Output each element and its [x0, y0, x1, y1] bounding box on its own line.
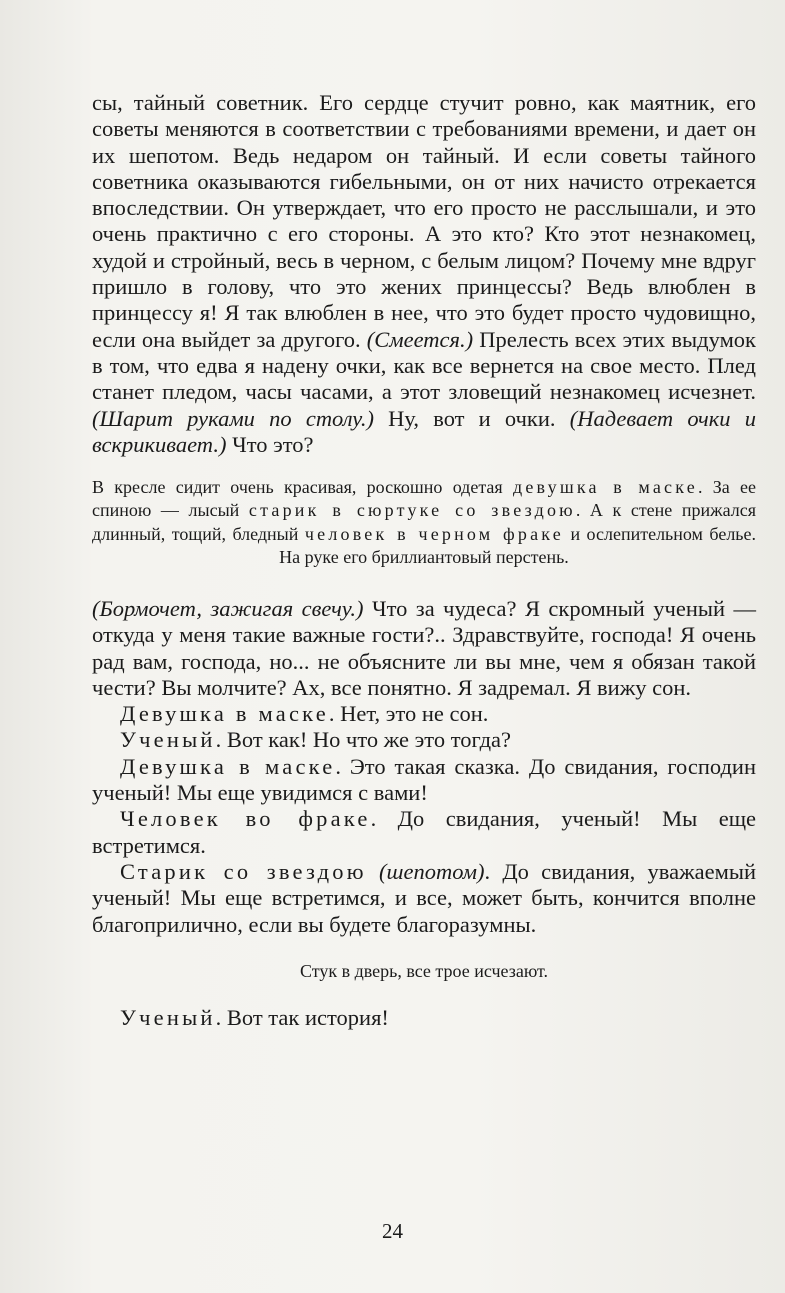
dialogue-text: . До свидания, уважаемый ученый! Мы еще встретимся, и все, может быть, кончится вполне благоприлично, если вы будете благоразумны. — [92, 858, 757, 937]
stage-remark: (Надевает очки и вскрикивает.) — [92, 405, 756, 457]
dialogue-text: . Это такая сказка. До свидания, господин ученый! Мы еще увидимся с вами! — [92, 753, 757, 806]
stage-remark: (Шарит руками по столу.) — [92, 405, 374, 431]
dialogue-line — [92, 754, 756, 807]
character-name: девушка в маске — [512, 477, 698, 498]
text-run: Ну, вот и очки. — [388, 405, 556, 431]
dialogue-line — [92, 806, 756, 859]
stage-direction: Стук в дверь, все трое исчезают. — [299, 960, 549, 981]
text-run: Прелесть всех этих выдумок в том, что едва я надену очки, как все вернется на свое место. Плед станет пледом, часы часами, а этот зловещий незнакомец исчезнет. — [92, 326, 756, 405]
stage-remark: (шепотом) — [379, 858, 485, 884]
stage-remark: (Смеется.) — [366, 326, 474, 352]
dialogue-text: . Вот как! Но что же это тогда? — [215, 727, 512, 753]
stage-direction — [92, 476, 756, 569]
text-run: Что это? — [232, 431, 314, 457]
page-text — [92, 90, 756, 1031]
speaker-name: Человек во фраке — [120, 806, 371, 832]
dialogue-line — [92, 701, 756, 727]
dialogue-text: . Нет, это не сон. — [328, 701, 489, 727]
dialogue-text: . До свидания, ученый! Мы еще встретимся. — [92, 806, 757, 858]
text-run: В кресле сидит очень красивая, роскошно одетая — [92, 477, 503, 498]
character-name: старик в сюртуке со звездою — [248, 500, 576, 521]
dialogue-line — [92, 859, 756, 938]
character-name: человек в черном фраке — [304, 523, 564, 544]
text-run: . А к стене прижался длинный, тощий, бледный — [92, 500, 756, 544]
speaker-name: Ученый — [120, 1005, 216, 1031]
text-run: . За ее спиною — лысый — [92, 477, 756, 521]
page-number: 24 — [382, 1219, 403, 1243]
stage-remark: (Бормочет, зажигая свечу.) — [92, 595, 364, 621]
dialogue-line — [92, 1005, 756, 1031]
monologue-paragraph — [92, 90, 756, 458]
text-run: Что за чудеса? Я скромный ученый — откуда у меня такие важные гости?.. Здравствуйте, господа! Я очень рад вам, господа, но... не объясните ли вы мне, чем я обязан такой чести? Вы молчите? Ах, все понятно. Я задремал. Я вижу сон. — [92, 595, 756, 700]
text-run: сы, тайный советник. Его сердце стучит ровно, как маятник, его советы меняются в соответствии с требованиями времени, и дает он их шепотом. Ведь недаром он тайный. И если советы тайного советника оказываются гибельными, он от них начисто отрекается впоследствии. Он утверждает, что его просто не расслышали, и это очень практично с его стороны. А это кто? Кто этот незнакомец, худой и стройный, весь в черном, с белым лицом? Почему мне вдруг пришло в голову, что это жених принцессы? Ведь влюблен в принцессу я! Я так влюблен в нее, что это будет просто чудовищно, если она выйдет за другого. — [92, 90, 756, 352]
scientist-paragraph — [92, 596, 756, 701]
speaker-name: Девушка в маске — [120, 753, 336, 779]
speaker-name: Старик со звездою — [120, 858, 367, 884]
dialogue-line — [92, 727, 756, 753]
dialogue-text: . Вот так история! — [215, 1005, 389, 1031]
speaker-name: Ученый — [120, 727, 216, 753]
speaker-name: Девушка в маске — [120, 701, 329, 727]
text-run: и ослепительном белье. На руке его бриллиантовый перстень. — [279, 523, 757, 567]
